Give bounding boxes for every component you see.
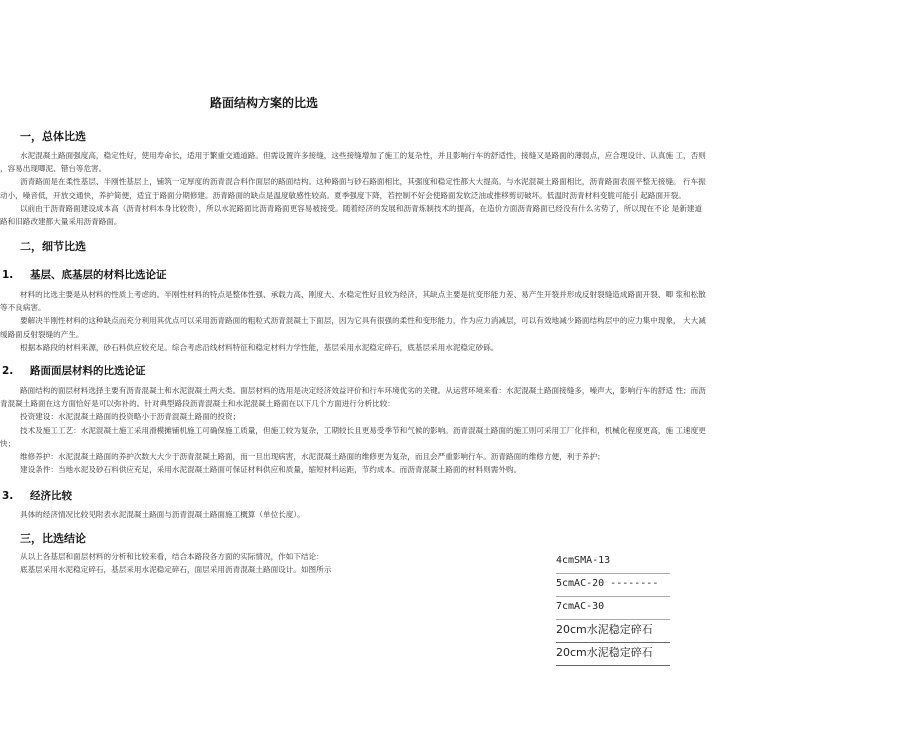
paragraph-line: 技术及施工工艺：水泥混凝土施工采用滑模摊铺机施工可确保施工质量，但施工较为复杂，工期较长且更易受季节和气候的影响。沥青混凝土路面的施工则可采用工厂化拌和，机械化程度更高，施 工速度更 bbox=[20, 425, 706, 435]
section-conclusion-body bbox=[0, 550, 520, 576]
paragraph-line: 等不良病害。 bbox=[0, 303, 46, 313]
subsection-number: 2. bbox=[2, 365, 14, 377]
section-overall-body bbox=[0, 149, 916, 228]
paragraph-line: 建设条件：当地水泥及砂石料供应充足，采用水泥混凝土路面可保证材料供应和质量，缩短材料运距，节约成本。而沥青混凝土路面的材料则需外购。 bbox=[20, 465, 522, 475]
section-heading-conclusion: 三，比选结论 bbox=[20, 532, 86, 545]
paragraph-line: ，容易出现唧泥、错台等危害。 bbox=[0, 164, 107, 174]
structure-layer-surface: 4cmSMA-13 bbox=[556, 551, 670, 574]
paragraph-line: 根据本路段的材料来源，砂石料供应较充足。综合考虑沿线材料特征和稳定材料力学性能，基层采用水泥稳定碎石，底基层采用水泥稳定砂砾。 bbox=[20, 342, 499, 352]
paragraph-line: 路和旧路改建都大量采用沥青路面。 bbox=[0, 217, 122, 227]
paragraph-line: 具体的经济情况比较见附表水泥混凝土路面与沥青混凝土路面施工概算（单位长度）。 bbox=[20, 510, 305, 519]
structure-layer-middle: 5cmAC-20 -------- bbox=[556, 574, 670, 597]
subsection-number: 3. bbox=[2, 490, 14, 502]
structure-layer-lower: 7cmAC-30 bbox=[556, 597, 670, 620]
section-heading-detail: 二，细节比选 bbox=[20, 240, 86, 253]
paragraph-line: 从以上各基层和面层材料的分析和比较来看，结合本路段各方面的实际情况，作如下结论： bbox=[20, 552, 324, 561]
subsection-number: 1. bbox=[2, 269, 14, 281]
subsection-base-materials-body bbox=[0, 288, 916, 354]
document-title: 路面结构方案的比选 bbox=[210, 96, 319, 110]
paragraph-line: 要解决半刚性材料的这种缺点而充分利用其优点可以采用沥青路面的粗粒式沥青混凝土下面层，因为它具有很强的柔性和变形能力，作为应力消减层，可以有效地减少路面结构层中的应力集中现象， 大大减 bbox=[20, 316, 706, 326]
pavement-structure-diagram bbox=[556, 551, 670, 659]
paragraph-line: 动小，噪音低，开放交通快，养护简便，适宜于路面分期修建。沥青路面的缺点是温度敏感性较高。夏季强度下降，若控制不好会使路面发软泛油或推移剪切破坏。低温时沥青材料变脆可能引 起路面开裂。 bbox=[0, 190, 686, 200]
subsection-title: 经济比较 bbox=[30, 490, 72, 502]
subsection-heading-economic bbox=[2, 488, 72, 503]
paragraph-line: 沥青路面是在柔性基层、半刚性基层上，铺筑一定厚度的沥青混合料作面层的路面结构。这种路面与砂石路面相比，其强度和稳定性都大大提高。与水泥混凝土路面相比，沥青路面表面平整无接缝。 行车振 bbox=[20, 177, 706, 187]
structure-layer-base: 20cm水泥稳定碎石 bbox=[556, 620, 670, 643]
paragraph-line: 水泥混凝土路面强度高，稳定性好，使用寿命长，适用于繁重交通道路。但需设置许多接缝，这些接缝增加了施工的复杂性，并且影响行车的舒适性，接缝又是路面的薄弱点，应合理设计、认真施 工，否则 bbox=[20, 151, 706, 160]
structure-layer-subbase: 20cm水泥稳定碎石 bbox=[556, 643, 670, 666]
paragraph-line: 以前由于沥青路面建设成本高（沥青材料本身比较贵），所以水泥路面比沥青路面更容易被接受。随着经济的发展和沥青炼制技术的提高，在造价方面沥青路面已经没有什么劣势了，所以现在不论 是新建道 bbox=[20, 203, 703, 213]
paragraph-line: 路面结构的面层材料选择主要有沥青混凝土和水泥混凝土两大类。面层材料的选用是决定经济效益评价和行车环境优劣的关键。从运营环境来看：水泥混凝土路面接缝多，噪声大，影响行车的舒适 性；而沥 bbox=[20, 386, 706, 395]
subsection-heading-base-materials bbox=[2, 267, 167, 282]
subsection-heading-surface-materials bbox=[2, 363, 146, 378]
paragraph-line: 维修养护：水泥混凝土路面的养护次数大大少于沥青混凝土路面，而一旦出现病害，水泥混凝土路面的维修更为复杂，而且会严重影响行车。沥青路面的维修方便，利于养护； bbox=[20, 452, 605, 462]
paragraph-line: 材料的比选主要是从材料的性质上考虑的。半刚性材料的特点是整体性强、承载力高、刚度大、水稳定性好且较为经济，其缺点主要是抗变形能力差、易产生开裂并形成反射裂缝造成路面开裂、唧 浆和松散 bbox=[20, 290, 706, 299]
paragraph-line: 缓路面反射裂缝的产生。 bbox=[0, 329, 84, 339]
paragraph-line: 快； bbox=[0, 438, 16, 448]
subsection-title: 路面面层材料的比选论证 bbox=[30, 365, 146, 377]
paragraph-line: 青混凝土路面在这方面恰好是可以弥补的。针对典型路段沥青混凝土和水泥混凝土路面在以下几个方面进行分析比较： bbox=[0, 399, 395, 409]
paragraph-line: 投资建设：水泥混凝土路面的投资略小于沥青混凝土路面的投资； bbox=[20, 412, 241, 422]
subsection-title: 基层、底基层的材料比选论证 bbox=[30, 269, 167, 281]
subsection-economic-body bbox=[0, 508, 916, 521]
paragraph-line: 底基层采用水泥稳定碎石，基层采用水泥稳定碎石，面层采用沥青混凝土路面设计。如图所示 bbox=[20, 565, 332, 575]
subsection-surface-materials-body bbox=[0, 384, 916, 476]
section-heading-overall: 一，总体比选 bbox=[20, 130, 86, 143]
